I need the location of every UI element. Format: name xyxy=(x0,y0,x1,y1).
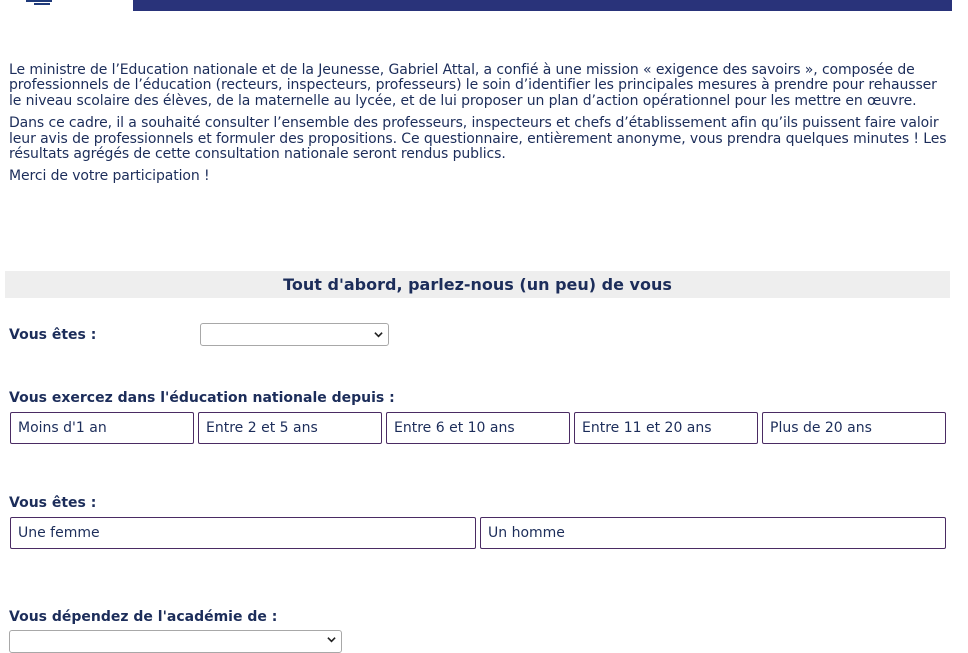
intro-paragraph-1: Le ministre de l’Education nationale et de la Jeunesse, Gabriel Attal, a confié à une mission « exigence des savoirs », composée de professionnels de l’éducation (recteurs, inspecteurs, professeurs) le soin d’identifier les principales mesures à prendre pour rehausser le niveau scolaire des élèves, de la maternelle au lycée, et de lui proposer un plan d’action opérationnel pour les mettre en œuvre. xyxy=(9,62,937,109)
experience-option-less-1[interactable]: Moins d'1 an xyxy=(10,412,194,444)
role-select[interactable] xyxy=(200,323,389,346)
intro-text xyxy=(9,63,949,192)
experience-label: Vous exercez dans l'éducation nationale depuis : xyxy=(9,390,395,406)
experience-option-6-10[interactable]: Entre 6 et 10 ans xyxy=(386,412,570,444)
academy-label: Vous dépendez de l'académie de : xyxy=(9,609,278,625)
section-title: Tout d'abord, parlez-nous (un peu) de vous xyxy=(5,271,950,298)
experience-option-2-5[interactable]: Entre 2 et 5 ans xyxy=(198,412,382,444)
logo-icon xyxy=(14,0,54,5)
experience-option-20-plus[interactable]: Plus de 20 ans xyxy=(762,412,946,444)
academy-select[interactable] xyxy=(9,630,342,653)
gender-label: Vous êtes : xyxy=(9,495,97,511)
chevron-down-icon xyxy=(374,330,383,339)
header-bar xyxy=(133,0,952,11)
role-label: Vous êtes : xyxy=(9,327,97,343)
gender-option-female[interactable]: Une femme xyxy=(10,517,476,549)
gender-option-male[interactable]: Un homme xyxy=(480,517,946,549)
intro-paragraph-2: Dans ce cadre, il a souhaité consulter l’ensemble des professeurs, inspecteurs et chefs d’établissement afin qu’ils puissent faire valoir leur avis de professionnels et formuler des propositions. Ce questionnaire, entièrement anonyme, vous prendra quelques minutes ! Les résultats agrégés de cette consultation nationale seront rendus publics. xyxy=(9,115,947,163)
experience-option-11-20[interactable]: Entre 11 et 20 ans xyxy=(574,412,758,444)
intro-paragraph-3: Merci de votre participation ! xyxy=(9,168,210,185)
